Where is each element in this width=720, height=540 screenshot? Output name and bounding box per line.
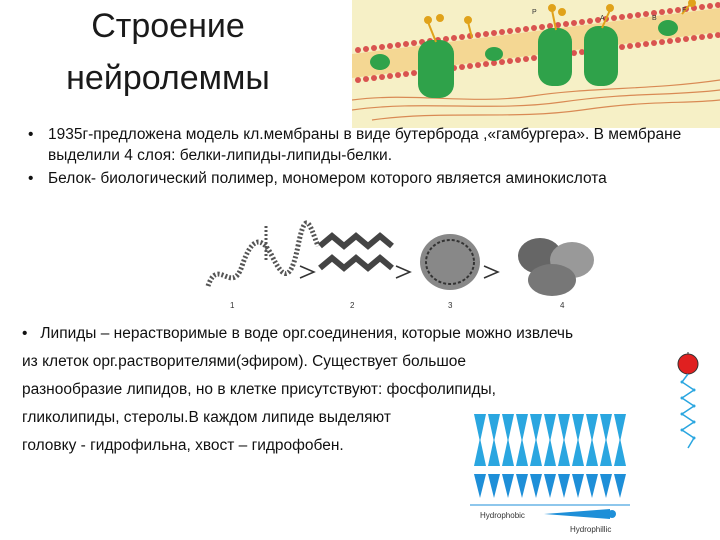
lipids-line-2: из клеток орг.растворителями(эфиром). Существует большое bbox=[22, 353, 467, 370]
protein-structure-illustration bbox=[200, 216, 640, 312]
lipids-line-4: гликолипиды, стеролы.В каждом липиде выделяют bbox=[22, 409, 391, 426]
bullet-list bbox=[28, 124, 712, 191]
bullet-marker: • bbox=[28, 126, 34, 143]
protein-label-1: 1 bbox=[230, 301, 235, 310]
membrane-label-b: B bbox=[652, 15, 657, 22]
membrane-label-a: A bbox=[600, 15, 605, 22]
protein-label-3: 3 bbox=[448, 301, 453, 310]
membrane-label-f: F bbox=[682, 7, 687, 14]
lipids-line-5: головку - гидрофильна, хвост – гидрофобен. bbox=[22, 437, 344, 454]
bullet-marker: • bbox=[22, 325, 28, 342]
hydrophobic-label: Hydrophobic bbox=[480, 511, 525, 520]
bullet-protein bbox=[28, 168, 712, 189]
lipids-text: Липиды – нерастворимые в воде орг.соединения, которые можно извлечь bbox=[40, 325, 574, 342]
slide-title bbox=[28, 0, 308, 104]
bullet-marker: • bbox=[28, 170, 34, 187]
secondary-sheet bbox=[320, 258, 392, 268]
lipids-line-1 bbox=[22, 320, 720, 348]
primary-structure bbox=[208, 223, 318, 286]
tertiary-globule bbox=[420, 234, 480, 290]
membrane-label-p: P bbox=[532, 9, 537, 16]
title-line-2: нейролеммы bbox=[66, 59, 270, 97]
title-line-1: Строение bbox=[91, 7, 245, 45]
secondary-helix bbox=[320, 236, 392, 246]
bullet-membrane-model bbox=[28, 124, 712, 166]
lipids-line-3: разнообразие липидов, но в клетке присутствуют: фосфолипиды, bbox=[22, 381, 496, 398]
phospholipid-chain-illustration bbox=[676, 352, 700, 452]
membrane-illustration bbox=[352, 0, 720, 128]
protein-label-4: 4 bbox=[560, 301, 565, 310]
protein-label-2: 2 bbox=[350, 301, 355, 310]
bullet-text: Белок- биологический полимер, мономером которого является аминокислота bbox=[48, 170, 607, 187]
hydrophilic-label: Hydrophillic bbox=[570, 525, 612, 534]
lipid-bilayer-illustration bbox=[470, 402, 630, 540]
bullet-text: 1935г-предложена модель кл.мембраны в виде бутерброда ,«гамбургера». В мембране выделили 4 слоя: белки-липиды-липиды-белки. bbox=[48, 126, 682, 164]
